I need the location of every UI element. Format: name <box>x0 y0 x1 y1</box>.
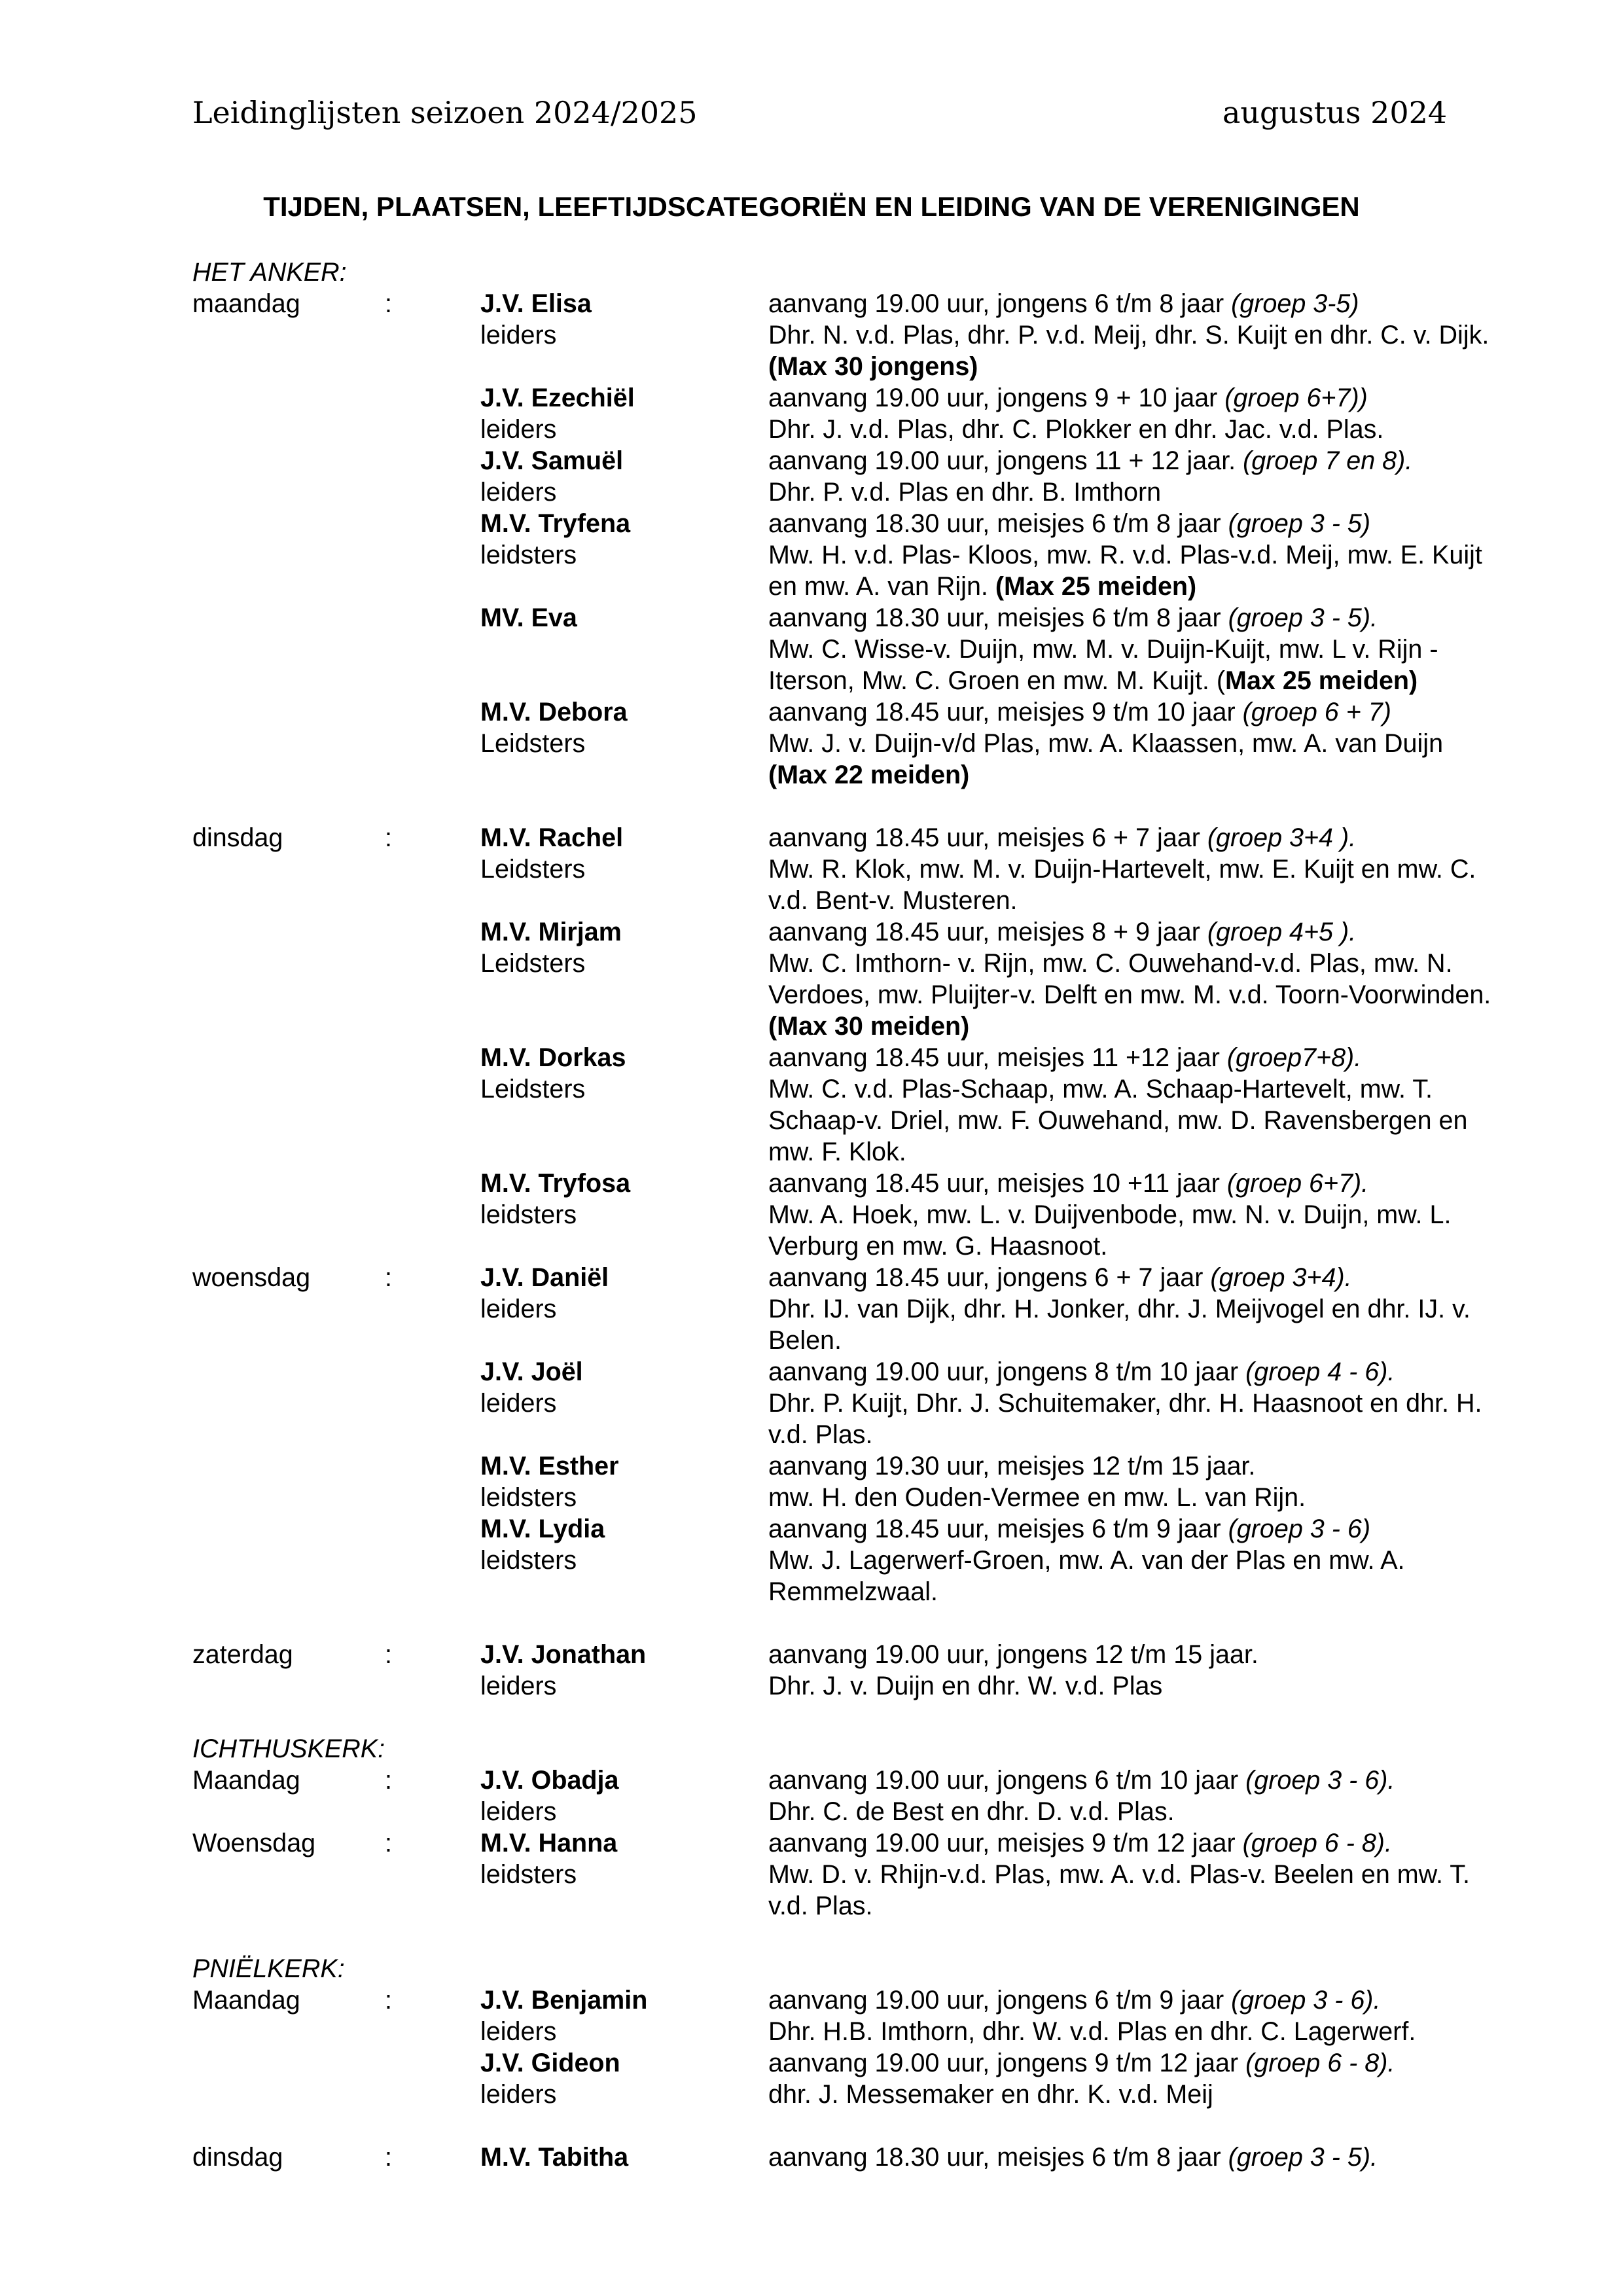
group-note: (groep 6+7). <box>1226 1169 1369 1198</box>
description <box>768 508 1508 539</box>
schedule-row <box>192 1859 1521 1922</box>
header-left: Leidinglijsten seizoen 2024/2025 <box>192 95 698 130</box>
description-text: aanvang 19.00 uur, jongens 6 t/m 8 jaar <box>768 289 1232 318</box>
club-or-role: leiders <box>480 1797 557 1826</box>
club-or-role: leiders <box>480 478 557 507</box>
description <box>768 445 1508 476</box>
description-text: aanvang 19.30 uur, meisjes 12 t/m 15 jaar. <box>768 1452 1256 1480</box>
schedule-row <box>192 1262 1521 1293</box>
schedule-row <box>192 1042 1521 1073</box>
group-note: (groep 3 - 5). <box>1228 2143 1378 2172</box>
description-text: Dhr. J. v.d. Plas, dhr. C. Plokker en dhr. Jac. v.d. Plas. <box>768 415 1384 444</box>
group-note: (groep 4+5 ). <box>1207 918 1357 946</box>
club-or-role: M.V. Rachel <box>480 823 624 852</box>
schedule-list <box>192 257 1521 2173</box>
description <box>768 1293 1508 1356</box>
club-or-role: M.V. Hanna <box>480 1829 618 1857</box>
description-text: mw. H. den Ouden-Vermee en mw. L. van Rijn. <box>768 1483 1306 1512</box>
description-text: Mw. J. v. Duijn-v/d Plas, mw. A. Klaassen, mw. A. van Duijn <box>768 729 1444 758</box>
group-note: (groep 6+7)) <box>1224 384 1368 412</box>
club-or-role: J.V. Joël <box>480 1357 583 1386</box>
description-text: aanvang 18.45 uur, meisjes 8 + 9 jaar <box>768 918 1207 946</box>
club-or-role: leiders <box>480 2017 557 2046</box>
day-colon: : <box>385 1986 392 2015</box>
description <box>768 1513 1508 1545</box>
club-or-role: leiders <box>480 321 557 350</box>
description <box>768 1765 1508 1796</box>
club-or-role: leidsters <box>480 541 577 569</box>
group-note: (groep 3+4). <box>1210 1263 1352 1292</box>
spacer <box>192 2110 1521 2142</box>
schedule-row <box>192 1356 1521 1388</box>
club-or-role: J.V. Daniël <box>480 1263 609 1292</box>
description-text: Mw. J. Lagerwerf-Groen, mw. A. van der Plas en mw. A. Remmelzwaal. <box>768 1546 1405 1606</box>
description <box>768 1545 1508 1607</box>
group-note: (groep 6 + 7) <box>1242 698 1391 726</box>
schedule-row <box>192 634 1521 696</box>
description-text: aanvang 18.45 uur, meisjes 10 +11 jaar <box>768 1169 1227 1198</box>
club-or-role: leiders <box>480 2080 557 2109</box>
day-label: zaterdag <box>192 1640 293 1669</box>
club-or-role: leidsters <box>480 1860 577 1889</box>
max-note: (Max 22 meiden) <box>768 761 970 789</box>
description <box>768 696 1508 728</box>
description-text: aanvang 18.30 uur, meisjes 6 t/m 8 jaar <box>768 2143 1228 2172</box>
club-or-role: leiders <box>480 1389 557 1418</box>
description-text: aanvang 19.00 uur, jongens 11 + 12 jaar. <box>768 446 1243 475</box>
description <box>768 1450 1508 1482</box>
description <box>768 1827 1508 1859</box>
venue-heading: ICHTHUSKERK: <box>192 1734 385 1763</box>
description-text: aanvang 18.45 uur, jongens 6 + 7 jaar <box>768 1263 1211 1292</box>
club-or-role: leidsters <box>480 1483 577 1512</box>
description-text: Dhr. J. v. Duijn en dhr. W. v.d. Plas <box>768 1672 1163 1700</box>
group-note: (groep 3-5) <box>1231 289 1359 318</box>
description <box>768 948 1508 1042</box>
day-colon: : <box>385 823 392 852</box>
description-text: aanvang 18.30 uur, meisjes 6 t/m 8 jaar <box>768 603 1228 632</box>
description <box>768 1482 1508 1513</box>
schedule-row <box>192 1388 1521 1450</box>
day-colon: : <box>385 2143 392 2172</box>
venue-heading: PNIËLKERK: <box>192 1954 345 1983</box>
club-or-role: J.V. Elisa <box>480 289 592 318</box>
day-colon: : <box>385 1640 392 1669</box>
description <box>768 1262 1508 1293</box>
description <box>768 1388 1508 1450</box>
description-text: Mw. C. v.d. Plas-Schaap, mw. A. Schaap-Hartevelt, mw. T. Schaap-v. Driel, mw. F. Ouwehand, mw. D. Ravensbergen en mw. F. Klok. <box>768 1075 1468 1166</box>
schedule-row <box>192 508 1521 539</box>
description-text: Mw. A. Hoek, mw. L. v. Duijvenbode, mw. N. v. Duijn, mw. L. Verburg en mw. G. Haasnoot. <box>768 1200 1452 1261</box>
description-text: Dhr. H.B. Imthorn, dhr. W. v.d. Plas en dhr. C. Lagerwerf. <box>768 2017 1416 2046</box>
schedule-row <box>192 445 1521 476</box>
header-date: augustus 2024 <box>1222 95 1448 130</box>
description-text: Mw. C. Wisse-v. Duijn, mw. M. v. Duijn-Kuijt, mw. L v. Rijn - Iterson, Mw. C. Groen en mw. M. Kuijt. ( <box>768 635 1438 695</box>
club-or-role: M.V. Debora <box>480 698 628 726</box>
club-or-role: leidsters <box>480 1200 577 1229</box>
schedule-row <box>192 602 1521 634</box>
schedule-row <box>192 696 1521 728</box>
schedule-row <box>192 1482 1521 1513</box>
description <box>768 634 1508 696</box>
schedule-row <box>192 1545 1521 1607</box>
schedule-row <box>192 822 1521 853</box>
group-note: (groep 6 - 8). <box>1245 2049 1395 2077</box>
club-or-role: MV. Eva <box>480 603 577 632</box>
day-colon: : <box>385 1766 392 1795</box>
description <box>768 1859 1508 1922</box>
venue-heading: HET ANKER: <box>192 258 347 287</box>
schedule-row <box>192 476 1521 508</box>
description-text: aanvang 19.00 uur, jongens 8 t/m 10 jaar <box>768 1357 1246 1386</box>
club-or-role: J.V. Ezechiël <box>480 384 635 412</box>
club-or-role: leiders <box>480 1295 557 1323</box>
group-note: (groep 3+4 ). <box>1207 823 1357 852</box>
description <box>768 1168 1508 1199</box>
description-text: aanvang 18.30 uur, meisjes 6 t/m 8 jaar <box>768 509 1228 538</box>
club-or-role: M.V. Dorkas <box>480 1043 626 1072</box>
description <box>768 1042 1508 1073</box>
schedule-row <box>192 319 1521 382</box>
day-label: Woensdag <box>192 1829 316 1857</box>
group-note: (groep 4 - 6). <box>1245 1357 1395 1386</box>
schedule-row <box>192 916 1521 948</box>
description <box>768 1796 1508 1827</box>
description-text: Dhr. P. Kuijt, Dhr. J. Schuitemaker, dhr. H. Haasnoot en dhr. H. v.d. Plas. <box>768 1389 1482 1449</box>
club-or-role: M.V. Lydia <box>480 1515 605 1543</box>
group-note: (groep 3 - 5) <box>1228 509 1370 538</box>
max-note: (Max 30 meiden) <box>768 1012 970 1041</box>
description <box>768 382 1508 414</box>
schedule-row <box>192 1168 1521 1199</box>
day-colon: : <box>385 1263 392 1292</box>
club-or-role: leiders <box>480 1672 557 1700</box>
group-note: (groep 3 - 6). <box>1245 1766 1395 1795</box>
schedule-row <box>192 1827 1521 1859</box>
description <box>768 602 1508 634</box>
description-text: Mw. D. v. Rhijn-v.d. Plas, mw. A. v.d. Plas-v. Beelen en mw. T. v.d. Plas. <box>768 1860 1470 1920</box>
description <box>768 539 1508 602</box>
description-text: aanvang 19.00 uur, jongens 9 + 10 jaar <box>768 384 1225 412</box>
description <box>768 288 1508 319</box>
description <box>768 728 1508 791</box>
description <box>768 1984 1508 2016</box>
club-or-role: leiders <box>480 415 557 444</box>
spacer <box>192 1702 1521 1733</box>
description-text: aanvang 19.00 uur, jongens 6 t/m 9 jaar <box>768 1986 1232 2015</box>
schedule-row <box>192 539 1521 602</box>
group-note: (groep 3 - 5). <box>1228 603 1378 632</box>
schedule-row <box>192 1293 1521 1356</box>
description <box>768 476 1508 508</box>
day-label: dinsdag <box>192 2143 283 2172</box>
schedule-row <box>192 2142 1521 2173</box>
day-label: woensdag <box>192 1263 311 1292</box>
description <box>768 916 1508 948</box>
description-text: aanvang 18.45 uur, meisjes 11 +12 jaar <box>768 1043 1227 1072</box>
club-or-role: J.V. Jonathan <box>480 1640 647 1669</box>
schedule-row <box>192 2016 1521 2047</box>
schedule-row <box>192 2047 1521 2079</box>
description <box>768 853 1508 916</box>
max-note: (Max 30 jongens) <box>768 352 978 381</box>
club-or-role: M.V. Mirjam <box>480 918 622 946</box>
schedule-row <box>192 1765 1521 1796</box>
spacer <box>192 791 1521 822</box>
description <box>768 1670 1508 1702</box>
description-text: aanvang 18.45 uur, meisjes 6 t/m 9 jaar <box>768 1515 1228 1543</box>
description <box>768 2079 1508 2110</box>
day-colon: : <box>385 289 392 318</box>
schedule-row <box>192 1513 1521 1545</box>
description <box>768 2142 1508 2173</box>
description-text: aanvang 19.00 uur, meisjes 9 t/m 12 jaar <box>768 1829 1243 1857</box>
club-or-role: Leidsters <box>480 1075 586 1103</box>
schedule-row <box>192 288 1521 319</box>
group-note: (groep 3 - 6). <box>1231 1986 1381 2015</box>
description-text: aanvang 18.45 uur, meisjes 6 + 7 jaar <box>768 823 1207 852</box>
club-or-role: M.V. Tryfena <box>480 509 631 538</box>
description-text: aanvang 19.00 uur, jongens 6 t/m 10 jaar <box>768 1766 1246 1795</box>
description <box>768 414 1508 445</box>
schedule-row <box>192 728 1521 791</box>
description-text: aanvang 18.45 uur, meisjes 9 t/m 10 jaar <box>768 698 1243 726</box>
schedule-row <box>192 1073 1521 1168</box>
group-note: (groep 3 - 6) <box>1228 1515 1370 1543</box>
spacer <box>192 1607 1521 1639</box>
club-or-role: J.V. Samuël <box>480 446 624 475</box>
description-text: dhr. J. Messemaker en dhr. K. v.d. Meij <box>768 2080 1213 2109</box>
day-label: Maandag <box>192 1986 300 2015</box>
schedule-row <box>192 1639 1521 1670</box>
description-text: Dhr. N. v.d. Plas, dhr. P. v.d. Meij, dhr. S. Kuijt en dhr. C. v. Dijk. <box>768 321 1489 350</box>
club-or-role: J.V. Obadja <box>480 1766 619 1795</box>
description <box>768 1356 1508 1388</box>
description <box>768 319 1508 382</box>
document-title: TIJDEN, PLAATSEN, LEEFTIJDSCATEGORIËN EN LEIDING VAN DE VERENIGINGEN <box>263 191 1360 222</box>
group-note: (groep7+8). <box>1226 1043 1362 1072</box>
description <box>768 2047 1508 2079</box>
schedule-row <box>192 2079 1521 2110</box>
schedule-row <box>192 1450 1521 1482</box>
description <box>768 1199 1508 1262</box>
description-text: Mw. R. Klok, mw. M. v. Duijn-Hartevelt, mw. E. Kuijt en mw. C. v.d. Bent-v. Musteren. <box>768 855 1476 915</box>
description-text: Dhr. C. de Best en dhr. D. v.d. Plas. <box>768 1797 1175 1826</box>
day-label: dinsdag <box>192 823 283 852</box>
description-text: Dhr. IJ. van Dijk, dhr. H. Jonker, dhr. J. Meijvogel en dhr. IJ. v. Belen. <box>768 1295 1471 1355</box>
group-note: (groep 7 en 8). <box>1243 446 1413 475</box>
description <box>768 1639 1508 1670</box>
description <box>768 2016 1508 2047</box>
description-text: Mw. H. v.d. Plas- Kloos, mw. R. v.d. Plas-v.d. Meij, mw. E. Kuijt en mw. A. van Rijn. <box>768 541 1482 601</box>
description-text: Dhr. P. v.d. Plas en dhr. B. Imthorn <box>768 478 1162 507</box>
schedule-row <box>192 1796 1521 1827</box>
description <box>768 1073 1508 1168</box>
club-or-role: Leidsters <box>480 949 586 978</box>
schedule-row <box>192 1984 1521 2016</box>
club-or-role: M.V. Tabitha <box>480 2143 629 2172</box>
max-note: Max 25 meiden) <box>1225 666 1418 695</box>
club-or-role: J.V. Benjamin <box>480 1986 648 2015</box>
description-text: aanvang 19.00 uur, jongens 12 t/m 15 jaar. <box>768 1640 1258 1669</box>
schedule-row <box>192 1199 1521 1262</box>
schedule-row <box>192 853 1521 916</box>
club-or-role: Leidsters <box>480 855 586 884</box>
schedule-row <box>192 382 1521 414</box>
club-or-role: J.V. Gideon <box>480 2049 620 2077</box>
day-label: maandag <box>192 289 300 318</box>
day-label: Maandag <box>192 1766 300 1795</box>
description-text: aanvang 19.00 uur, jongens 9 t/m 12 jaar <box>768 2049 1246 2077</box>
schedule-row <box>192 1670 1521 1702</box>
max-note: (Max 25 meiden) <box>995 572 1197 601</box>
group-note: (groep 6 - 8). <box>1242 1829 1392 1857</box>
day-colon: : <box>385 1829 392 1857</box>
club-or-role: Leidsters <box>480 729 586 758</box>
club-or-role: M.V. Esther <box>480 1452 619 1480</box>
description-text: Mw. C. Imthorn- v. Rijn, mw. C. Ouwehand-v.d. Plas, mw. N. Verdoes, mw. Pluijter-v. Delft en mw. M. v.d. Toorn-Voorwinden. <box>768 949 1491 1009</box>
club-or-role: M.V. Tryfosa <box>480 1169 631 1198</box>
schedule-row <box>192 414 1521 445</box>
club-or-role: leidsters <box>480 1546 577 1575</box>
spacer <box>192 1922 1521 1953</box>
description <box>768 822 1508 853</box>
schedule-row <box>192 948 1521 1042</box>
